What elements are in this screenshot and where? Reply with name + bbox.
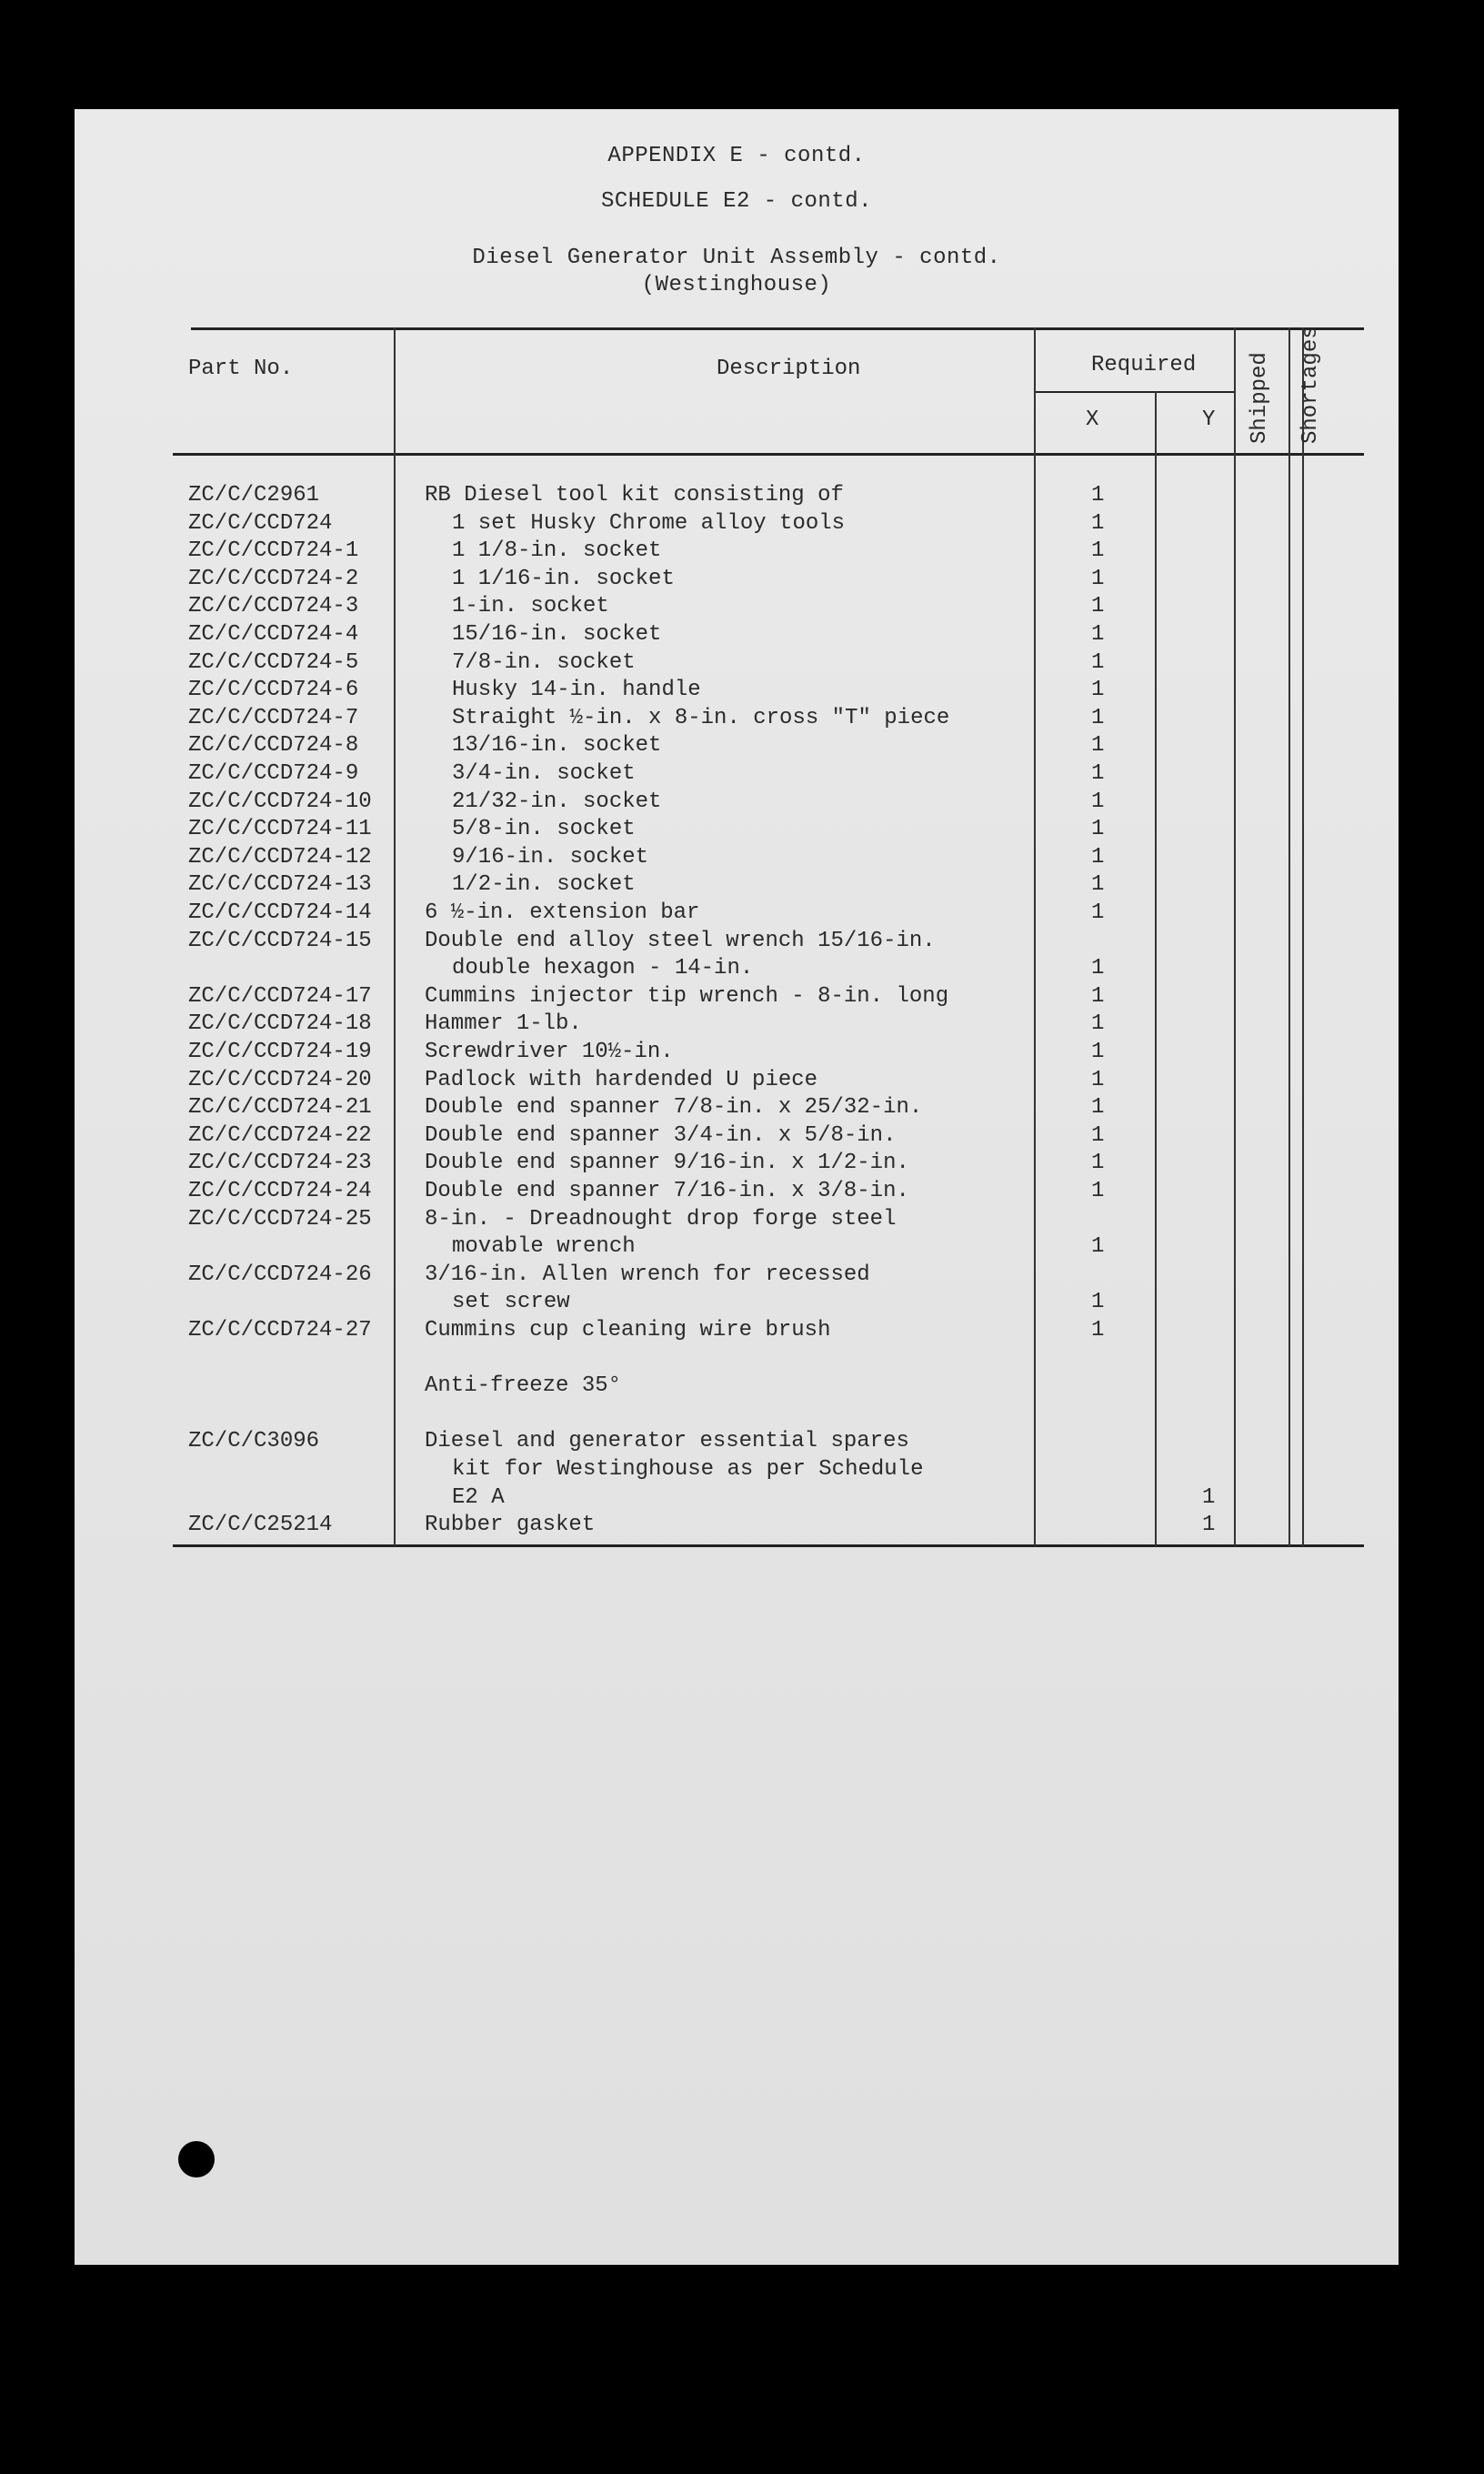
- description-cell: Cummins injector tip wrench - 8-in. long: [425, 983, 949, 1009]
- part-number-cell: ZC/C/CCD724-12: [188, 844, 372, 870]
- required-x-cell: 1: [1091, 678, 1105, 703]
- required-x-cell: 1: [1091, 1234, 1105, 1260]
- table-row: [75, 1233, 1399, 1261]
- y-header: Y: [1202, 407, 1216, 432]
- description-cell: Padlock with hardended U piece: [425, 1067, 818, 1092]
- part-number-cell: ZC/C/CCD724-23: [188, 1151, 372, 1176]
- table-row: [75, 1512, 1399, 1539]
- table-row: [75, 538, 1399, 565]
- part-number-cell: ZC/C/CCD724-19: [188, 1040, 372, 1064]
- required-x-cell: 1: [1091, 1067, 1105, 1092]
- part-number-cell: ZC/C/CCD724-24: [188, 1179, 372, 1203]
- table-row: [75, 1178, 1399, 1205]
- required-x-cell: 1: [1091, 1095, 1105, 1121]
- table-row: [75, 1456, 1399, 1483]
- table-row: [75, 510, 1399, 538]
- description-cell: 5/8-in. socket: [452, 817, 636, 842]
- description-cell: 3/16-in. Allen wrench for recessed: [425, 1262, 870, 1287]
- description-cell: 1/2-in. socket: [452, 872, 636, 898]
- table-row: [75, 1067, 1399, 1094]
- required-x-cell: 1: [1091, 761, 1105, 786]
- part-number-cell: ZC/C/CCD724-4: [188, 622, 359, 647]
- part-number-cell: ZC/C/CCD724-3: [188, 594, 359, 619]
- shortages-header: Shortages: [1298, 326, 1323, 444]
- description-cell: Double end spanner 7/16-in. x 3/8-in.: [425, 1179, 909, 1203]
- header-bottom-rule: [173, 453, 1364, 456]
- description-cell: E2 A: [452, 1484, 505, 1510]
- part-number-cell: ZC/C/CCD724-6: [188, 678, 359, 703]
- required-x-cell: 1: [1091, 900, 1105, 925]
- part-number-cell: ZC/C/CCD724-27: [188, 1318, 372, 1343]
- document-title: Diesel Generator Unit Assembly - contd.: [472, 246, 1001, 270]
- required-x-cell: 1: [1091, 872, 1105, 898]
- table-row: [75, 1262, 1399, 1289]
- description-cell: Straight ½-in. x 8-in. cross "T" piece: [452, 705, 950, 730]
- description-cell: 1 1/16-in. socket: [452, 566, 675, 591]
- description-cell: movable wrench: [452, 1234, 636, 1260]
- part-number-cell: ZC/C/CCD724-11: [188, 817, 372, 842]
- required-x-cell: 1: [1091, 594, 1105, 619]
- document-subtitle: (Westinghouse): [641, 273, 832, 297]
- part-number-cell: ZC/C/CCD724-10: [188, 789, 372, 814]
- description-cell: 8-in. - Dreadnought drop forge steel: [425, 1206, 897, 1232]
- part-number-cell: ZC/C/CCD724-8: [188, 733, 359, 759]
- description-cell: 21/32-in. socket: [452, 789, 662, 814]
- part-number-cell: ZC/C/CCD724: [188, 510, 333, 536]
- required-x-cell: 1: [1091, 1290, 1105, 1315]
- description-cell: 13/16-in. socket: [452, 733, 662, 759]
- table-row: [75, 482, 1399, 509]
- table-row: [75, 1428, 1399, 1455]
- schedule-heading: SCHEDULE E2 - contd.: [600, 189, 873, 214]
- part-number-cell: ZC/C/CCD724-1: [188, 538, 359, 564]
- part-number-cell: ZC/C/CCD724-20: [188, 1067, 372, 1092]
- table-row: [75, 760, 1399, 788]
- part-number-cell: ZC/C/CCD724-13: [188, 872, 372, 898]
- description-cell: Double end alloy steel wrench 15/16-in.: [425, 928, 936, 953]
- table-row: [75, 1484, 1399, 1512]
- table-row: [75, 1011, 1399, 1038]
- table-row: [75, 593, 1399, 620]
- description-cell: Double end spanner 3/4-in. x 5/8-in.: [425, 1122, 897, 1148]
- shipped-header: Shipped: [1248, 352, 1272, 444]
- description-cell: Hammer 1-lb.: [425, 1011, 582, 1037]
- table-row: [75, 1317, 1399, 1344]
- table-row: [75, 732, 1399, 759]
- part-number-cell: ZC/C/CCD724-21: [188, 1095, 372, 1121]
- description-cell: Rubber gasket: [425, 1513, 596, 1538]
- table-row: [75, 928, 1399, 955]
- part-number-cell: ZC/C/CCD724-7: [188, 705, 359, 730]
- description-cell: Double end spanner 7/8-in. x 25/32-in.: [425, 1095, 923, 1121]
- part-number-cell: ZC/C/CCD724-14: [188, 900, 372, 925]
- required-x-cell: 1: [1091, 705, 1105, 730]
- required-header: Required: [1091, 353, 1197, 377]
- required-x-cell: 1: [1091, 733, 1105, 759]
- required-x-cell: 1: [1091, 1040, 1105, 1064]
- table-row: [75, 1206, 1399, 1233]
- description-cell: 1-in. socket: [452, 594, 609, 619]
- table-row: [75, 1150, 1399, 1177]
- description-cell: 7/8-in. socket: [452, 649, 636, 675]
- part-no-header: Part No.: [188, 357, 294, 381]
- required-x-cell: 1: [1091, 1318, 1105, 1343]
- table-bottom-rule: [173, 1544, 1364, 1547]
- table-row: [75, 844, 1399, 871]
- punch-hole: [178, 2141, 215, 2177]
- required-x-cell: 1: [1091, 956, 1105, 981]
- part-number-cell: ZC/C/CCD724-25: [188, 1206, 372, 1232]
- description-cell: 9/16-in. socket: [452, 844, 649, 870]
- table-row: [75, 1122, 1399, 1150]
- table-row: [75, 621, 1399, 649]
- required-x-cell: 1: [1091, 483, 1105, 508]
- part-number-cell: ZC/C/C2961: [188, 483, 320, 508]
- table-row: [75, 566, 1399, 593]
- table-row: [75, 1289, 1399, 1316]
- document-page: [75, 109, 1399, 2265]
- table-row: [75, 1094, 1399, 1121]
- table-row: [75, 955, 1399, 982]
- table-row: [75, 871, 1399, 899]
- required-x-cell: 1: [1091, 817, 1105, 842]
- required-x-cell: 1: [1091, 983, 1105, 1009]
- table-row: [75, 983, 1399, 1011]
- description-header: Description: [717, 357, 861, 381]
- description-cell: double hexagon - 14-in.: [452, 956, 754, 981]
- description-cell: Anti-freeze 35°: [425, 1373, 622, 1399]
- description-cell: Cummins cup cleaning wire brush: [425, 1318, 831, 1343]
- required-x-cell: 1: [1091, 1179, 1105, 1203]
- required-x-cell: 1: [1091, 649, 1105, 675]
- table-row: [75, 705, 1399, 732]
- table-row: [75, 789, 1399, 816]
- required-x-cell: 1: [1091, 789, 1105, 814]
- description-cell: 1 1/8-in. socket: [452, 538, 662, 564]
- description-cell: Screwdriver 10½-in.: [425, 1040, 674, 1064]
- part-number-cell: ZC/C/C25214: [188, 1513, 333, 1538]
- table-row: [75, 1039, 1399, 1066]
- part-number-cell: ZC/C/CCD724-2: [188, 566, 359, 591]
- description-cell: Diesel and generator essential spares: [425, 1429, 909, 1454]
- required-x-cell: 1: [1091, 1011, 1105, 1037]
- description-cell: set screw: [452, 1290, 570, 1315]
- table-row: [75, 677, 1399, 704]
- part-number-cell: ZC/C/CCD724-17: [188, 983, 372, 1009]
- table-row: [75, 1401, 1399, 1428]
- part-number-cell: ZC/C/CCD724-9: [188, 761, 359, 786]
- required-y-cell: 1: [1202, 1513, 1216, 1538]
- description-cell: 1 set Husky Chrome alloy tools: [452, 510, 846, 536]
- table-row: [75, 816, 1399, 843]
- required-x-cell: 1: [1091, 510, 1105, 536]
- required-x-cell: 1: [1091, 1151, 1105, 1176]
- table-row: [75, 649, 1399, 677]
- part-number-cell: ZC/C/CCD724-5: [188, 649, 359, 675]
- appendix-heading: APPENDIX E - contd.: [607, 144, 866, 168]
- required-y-cell: 1: [1202, 1484, 1216, 1510]
- description-cell: RB Diesel tool kit consisting of: [425, 483, 844, 508]
- part-number-cell: ZC/C/CCD724-22: [188, 1122, 372, 1148]
- part-number-cell: ZC/C/CCD724-18: [188, 1011, 372, 1037]
- description-cell: Husky 14-in. handle: [452, 678, 701, 703]
- table-row: [75, 1373, 1399, 1400]
- description-cell: 6 ½-in. extension bar: [425, 900, 700, 925]
- description-cell: Double end spanner 9/16-in. x 1/2-in.: [425, 1151, 909, 1176]
- required-sub-rule: [1034, 391, 1234, 393]
- required-x-cell: 1: [1091, 622, 1105, 647]
- required-x-cell: 1: [1091, 1122, 1105, 1148]
- table-top-rule: [191, 327, 1364, 330]
- part-number-cell: ZC/C/C3096: [188, 1429, 320, 1454]
- required-x-cell: 1: [1091, 538, 1105, 564]
- part-number-cell: ZC/C/CCD724-15: [188, 928, 372, 953]
- required-x-cell: 1: [1091, 844, 1105, 870]
- x-header: X: [1086, 407, 1099, 432]
- table-row: [75, 900, 1399, 927]
- description-cell: 3/4-in. socket: [452, 761, 636, 786]
- part-number-cell: ZC/C/CCD724-26: [188, 1262, 372, 1287]
- description-cell: 15/16-in. socket: [452, 622, 662, 647]
- table-row: [75, 1345, 1399, 1373]
- description-cell: kit for Westinghouse as per Schedule: [452, 1457, 924, 1482]
- required-x-cell: 1: [1091, 566, 1105, 591]
